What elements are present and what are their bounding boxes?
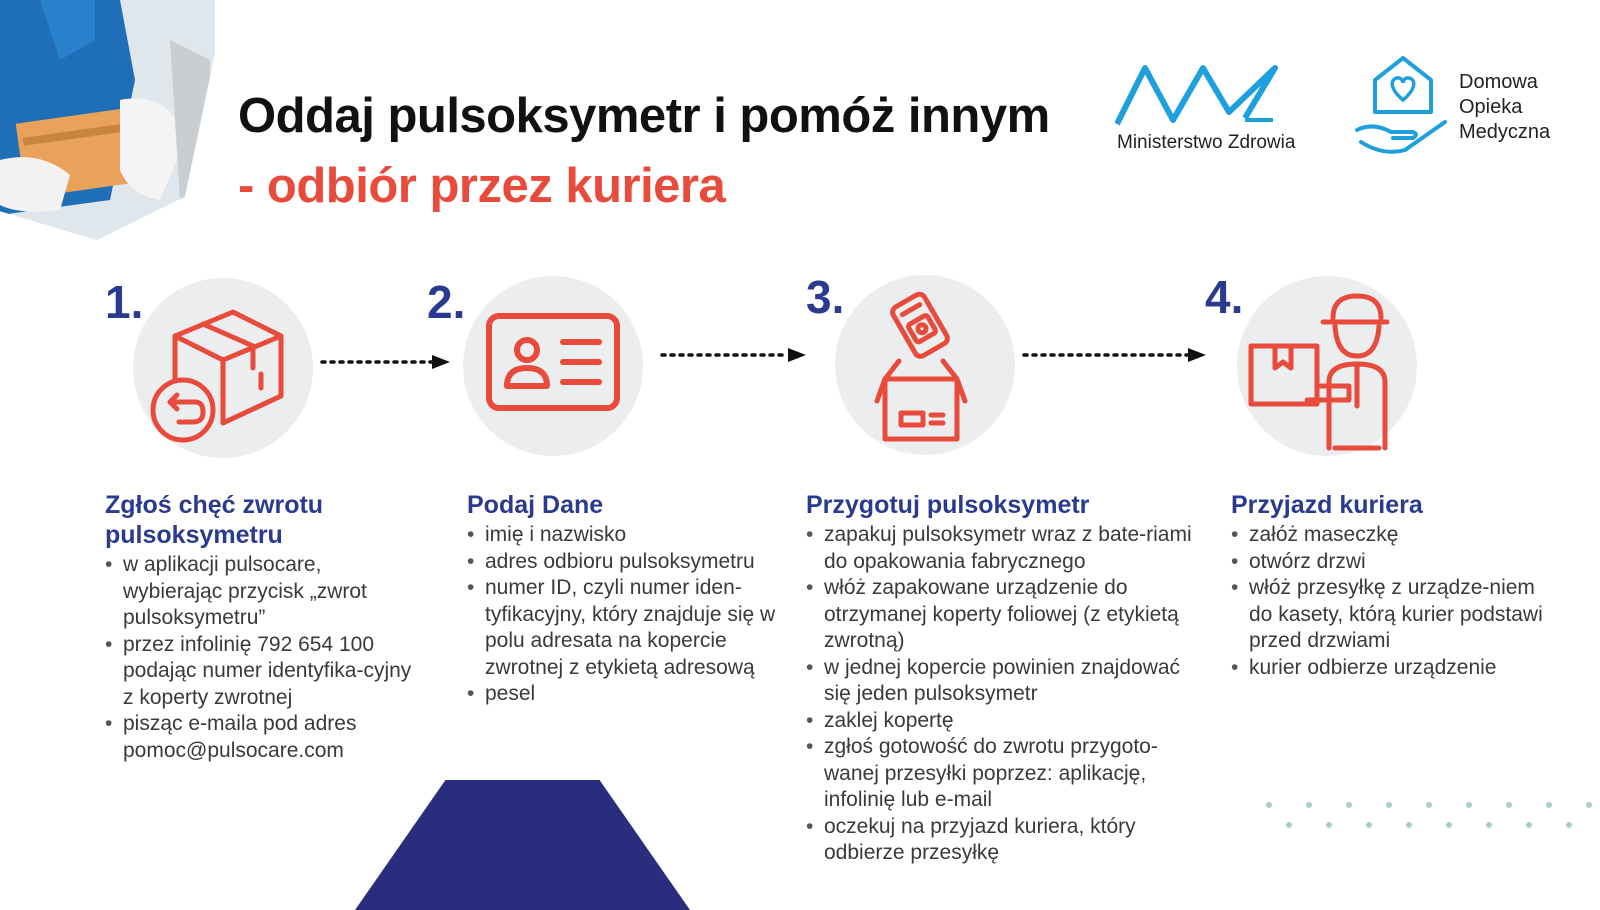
list-item: • numer ID, czyli numer iden-tyfikacyjny, który znajduje się w polu adresata na kopercie zwrotnej z etykietą adresową — [467, 575, 797, 681]
step-number: 4. — [1205, 271, 1244, 323]
courier-photo — [0, 0, 215, 240]
home-care-logo-icon — [1353, 52, 1453, 162]
list-item: • włóż zapakowane urządzenie do otrzymanej koperty foliowej (z etykietą zwrotną) — [806, 575, 1196, 655]
list-item: • zgłoś gotowość do zwrotu przygoto-wanej przesyłki poprzez: aplikację, infolinię lub e-mail — [806, 734, 1196, 814]
ministry-logo-text: Ministerstwo Zdrowia — [1117, 132, 1296, 153]
step-title: Podaj Dane — [467, 491, 604, 519]
step-title: Przyjazd kuriera — [1231, 491, 1423, 519]
step-3-content — [806, 490, 1196, 867]
home-care-logo-text — [1459, 70, 1550, 145]
decorative-dots — [1265, 800, 1600, 840]
step-number: 3. — [806, 271, 845, 323]
decorative-navy-shape — [355, 780, 690, 910]
arrow-right-icon — [320, 352, 455, 372]
step-number: 2. — [427, 276, 466, 328]
home-care-logo-line: Medyczna — [1459, 121, 1551, 143]
step-title: Zgłoś chęć zwrotu pulsoksymetru — [105, 491, 324, 549]
arrow-right-icon — [1022, 345, 1212, 365]
home-care-logo-line: Domowa — [1459, 71, 1538, 93]
step-number: 1. — [105, 276, 144, 328]
list-item: • zapakuj pulsoksymetr wraz z bate-riami do opakowania fabrycznego — [806, 522, 1196, 575]
list-item: • oczekuj na przyjazd kuriera, który odbierze przesyłkę — [806, 814, 1196, 867]
list-item: • kurier odbierze urządzenie — [1231, 655, 1551, 682]
list-item: • przez infolinię 792 654 100 podając numer identyfika-cyjny z koperty zwrotnej — [105, 632, 425, 712]
list-item: • otwórz drzwi — [1231, 549, 1551, 576]
list-item: • w aplikacji pulsocare, wybierając przycisk „zwrot pulsoksymetru” — [105, 552, 425, 632]
step-list — [1231, 522, 1551, 681]
list-item: • załóż maseczkę — [1231, 522, 1551, 549]
step-2-content — [467, 490, 797, 708]
page-title: Oddaj pulsoksymetr i pomóż innym — [238, 89, 1050, 143]
list-item: • zaklej kopertę — [806, 708, 1196, 735]
pack-device-icon — [835, 275, 1015, 455]
step-1-content — [105, 490, 425, 764]
arrow-right-icon — [660, 345, 810, 365]
list-item: • pesel — [467, 681, 797, 708]
list-item: • w jednej kopercie powinien znajdować się jeden pulsoksymetr — [806, 655, 1196, 708]
page-subtitle: - odbiór przez kuriera — [238, 159, 726, 213]
list-item: • pisząc e-maila pod adres pomoc@pulsocare.com — [105, 711, 425, 764]
list-item: • włóż przesyłkę z urządze-niem do kasety, którą kurier podstawi przed drzwiami — [1231, 575, 1551, 655]
step-list — [806, 522, 1196, 867]
home-care-logo-line: Opieka — [1459, 96, 1523, 118]
id-card-icon — [463, 276, 643, 456]
list-item: • adres odbioru pulsoksymetru — [467, 549, 797, 576]
step-list — [467, 522, 797, 708]
list-item: • imię i nazwisko — [467, 522, 797, 549]
step-title: Przygotuj pulsoksymetr — [806, 491, 1090, 519]
step-4-content — [1231, 490, 1551, 681]
courier-icon — [1237, 276, 1417, 456]
return-box-icon — [133, 278, 313, 458]
step-list — [105, 552, 425, 764]
